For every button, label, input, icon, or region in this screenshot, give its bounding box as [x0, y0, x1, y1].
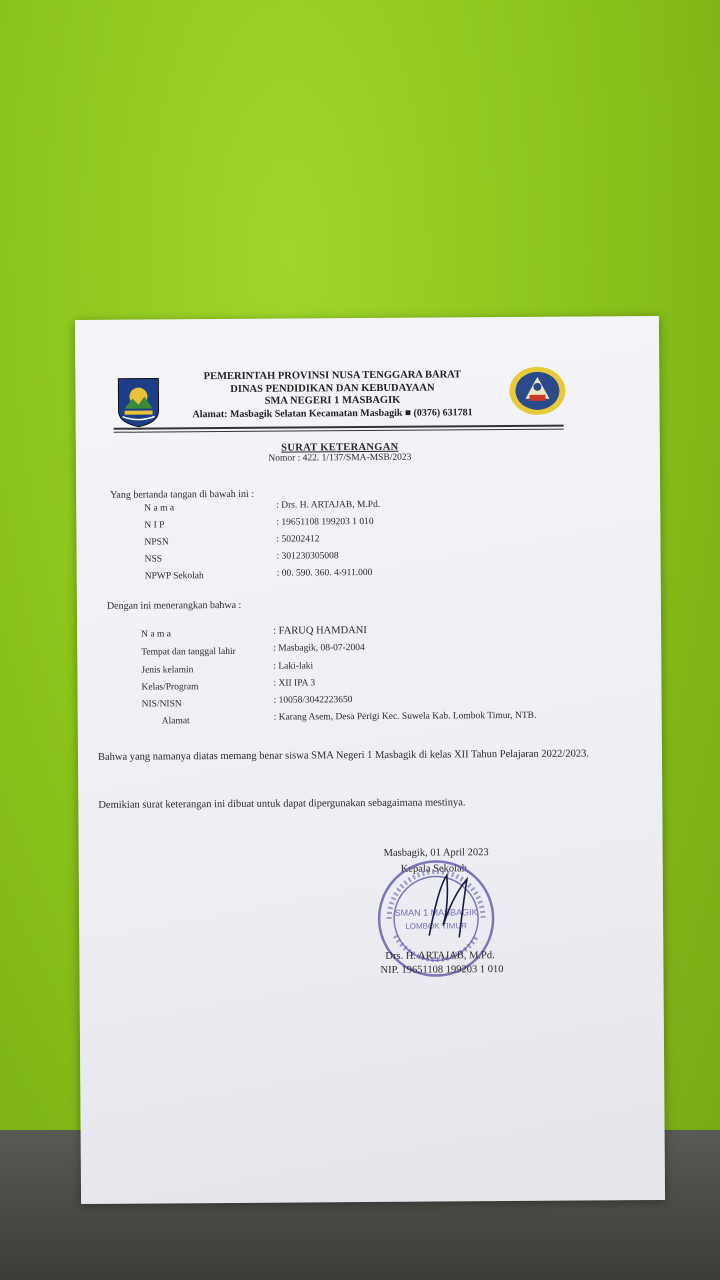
closing-paragraph: Demikian surat keterangan ini dibuat untuk dapat dipergunakan sebagaimana mestinya. [98, 797, 466, 811]
student-value: : Masbagik, 08-07-2004 [273, 643, 365, 654]
signer-value: : 50202412 [276, 534, 320, 545]
signer-value: : 00. 590. 360. 4-911.000 [276, 567, 373, 579]
stamp-text-1: SMAN 1 MASBAGIK [394, 907, 478, 918]
signer-position: Kepala Sekolah, [400, 863, 470, 875]
student-label: NIS/NISN [141, 699, 182, 710]
letterhead [167, 369, 497, 421]
student-label: N a m a [141, 629, 171, 640]
letterhead-line-3: SMA NEGERI 1 MASBAGIK [264, 394, 401, 407]
student-label: Tempat dan tanggal lahir [141, 646, 236, 658]
letter-number: Nomor : 422. 1/137/SMA-MSB/2023 [268, 452, 412, 464]
signer-value: : 19651108 199203 1 010 [276, 516, 374, 528]
handwritten-signature [419, 865, 480, 945]
signer-label: NPSN [144, 537, 169, 548]
letterhead-address: Alamat: Masbagik Selatan Kecamatan Masbagik ■ (0376) 631781 [192, 406, 473, 420]
school-emblem-icon [507, 365, 567, 417]
signer-label: N a m a [144, 503, 175, 514]
signer-value: : 301230305008 [276, 551, 339, 562]
signer-nip: NIP. 19651108 199203 1 010 [380, 964, 504, 976]
student-label: Alamat [161, 716, 190, 727]
student-value: : 10058/3042223650 [273, 695, 353, 706]
student-value: : Laki-laki [273, 661, 314, 672]
place-date: Masbagik, 01 April 2023 [383, 847, 489, 859]
intro2-text: Dengan ini menerangkan bahwa : [106, 599, 242, 612]
letter-title: SURAT KETERANGAN [281, 441, 399, 454]
student-value: : XII IPA 3 [273, 678, 316, 689]
letterhead-line-2: DINAS PENDIDIKAN DAN KEBUDAYAAN [230, 382, 435, 395]
signer-value: : Drs. H. ARTAJAB, M.Pd. [276, 499, 381, 511]
student-label: Kelas/Program [141, 682, 199, 693]
letter-paper [75, 316, 665, 1204]
stamp-text-2: LOMBOK TIMUR [405, 921, 468, 931]
letterhead-line-1: PEMERINTAH PROVINSI NUSA TENGGARA BARAT [203, 369, 461, 383]
province-emblem-icon [116, 376, 160, 428]
intro-text: Yang bertanda tangan di bawah ini : [110, 488, 255, 501]
student-label: Jenis kelamin [141, 665, 194, 676]
statement-paragraph: Bahwa yang namanya diatas memang benar siswa SMA Negeri 1 Masbagik di kelas XII Tahun Pelajaran 2022/2023. [97, 748, 590, 763]
signer-label: NPWP Sekolah [144, 571, 204, 582]
student-value: : FARUQ HAMDANI [273, 625, 367, 637]
signer-label: N I P [144, 520, 165, 531]
student-value: : Karang Asem, Desa Perigi Kec. Suwela Kab. Lombok Timur, NTB. [273, 710, 537, 723]
signer-name: Drs. H. ARTAJAB, M.Pd. [385, 950, 495, 962]
signer-label: NSS [144, 554, 163, 565]
